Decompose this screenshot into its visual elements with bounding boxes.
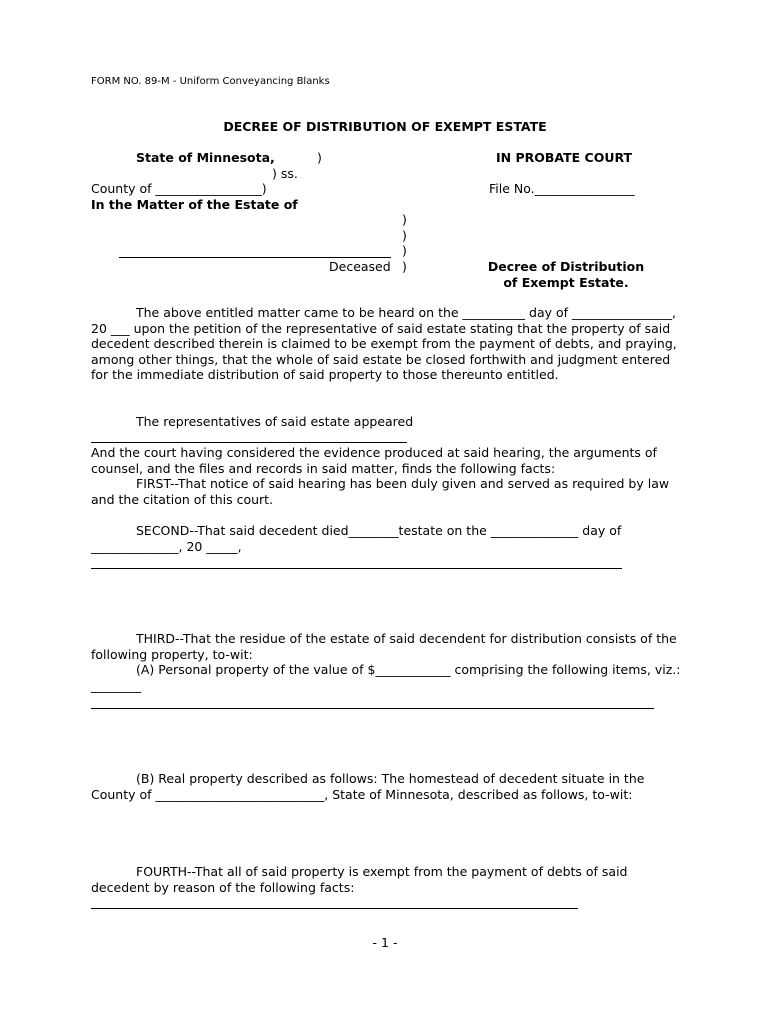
decree-heading-line1: Decree of Distribution	[487, 259, 645, 274]
decree-heading-line2: of Exempt Estate.	[503, 275, 629, 290]
second-finding: SECOND--That said decedent died________testate on the ______________ day of ______________, 20 _____,	[91, 523, 622, 554]
caption-paren: )	[402, 259, 407, 274]
document-title: DECREE OF DISTRIBUTION OF EXEMPT ESTATE	[223, 119, 547, 134]
caption-paren: )	[402, 212, 407, 227]
ss-label: ) ss.	[272, 166, 298, 181]
representatives-paragraph: The representatives of said estate appeared	[136, 414, 414, 429]
state-label: State of Minnesota,	[136, 150, 275, 165]
representatives-blank-line	[91, 442, 407, 443]
county-label: County of _________________)	[91, 181, 267, 196]
deceased-label: Deceased	[329, 259, 391, 274]
first-finding: FIRST--That notice of said hearing has been duly given and served as required by law and the citation of this court.	[91, 476, 670, 507]
fourth-blank-line	[91, 908, 578, 909]
personal-property-blank-line	[91, 708, 654, 709]
third-finding: THIRD--That the residue of the estate of said decendent for distribution consists of the following property, to-wit:	[91, 631, 677, 662]
personal-property-item: (A) Personal property of the value of $____________ comprising the following items, viz.: ________	[91, 662, 681, 693]
caption-paren: )	[402, 228, 407, 243]
findings-paragraph: And the court having considered the evidence produced at said hearing, the arguments of counsel, and the files and records in said matter, finds the following facts:	[91, 445, 657, 476]
court-name: IN PROBATE COURT	[496, 150, 633, 165]
decedent-name-line	[119, 257, 391, 258]
caption-paren: )	[402, 243, 407, 258]
file-number: File No.________________	[489, 181, 635, 196]
page-number: - 1 -	[372, 935, 398, 950]
hearing-paragraph: The above entitled matter came to be heard on the __________ day of ________________, 20 ___ upon the petition of the representative of said estate stating that the property of said decedent described therein is claimed to be exempt from the payment of debts, and praying, among other things, that the whole of said estate be closed forthwith and judgment entered for the immediate distribution of said property to those thereunto entitled.	[91, 305, 677, 383]
estate-matter-label: In the Matter of the Estate of	[91, 197, 298, 212]
second-blank-line	[91, 568, 622, 569]
caption-paren: )	[317, 150, 322, 165]
fourth-finding: FOURTH--That all of said property is exempt from the payment of debts of said decedent by reason of the following facts:	[91, 864, 628, 895]
real-property-item: (B) Real property described as follows: The homestead of decedent situate in the County of ___________________________, State of Minnesota, described as follows, to-wit:	[91, 771, 645, 802]
form-number: FORM NO. 89-M - Uniform Conveyancing Blanks	[91, 76, 330, 87]
